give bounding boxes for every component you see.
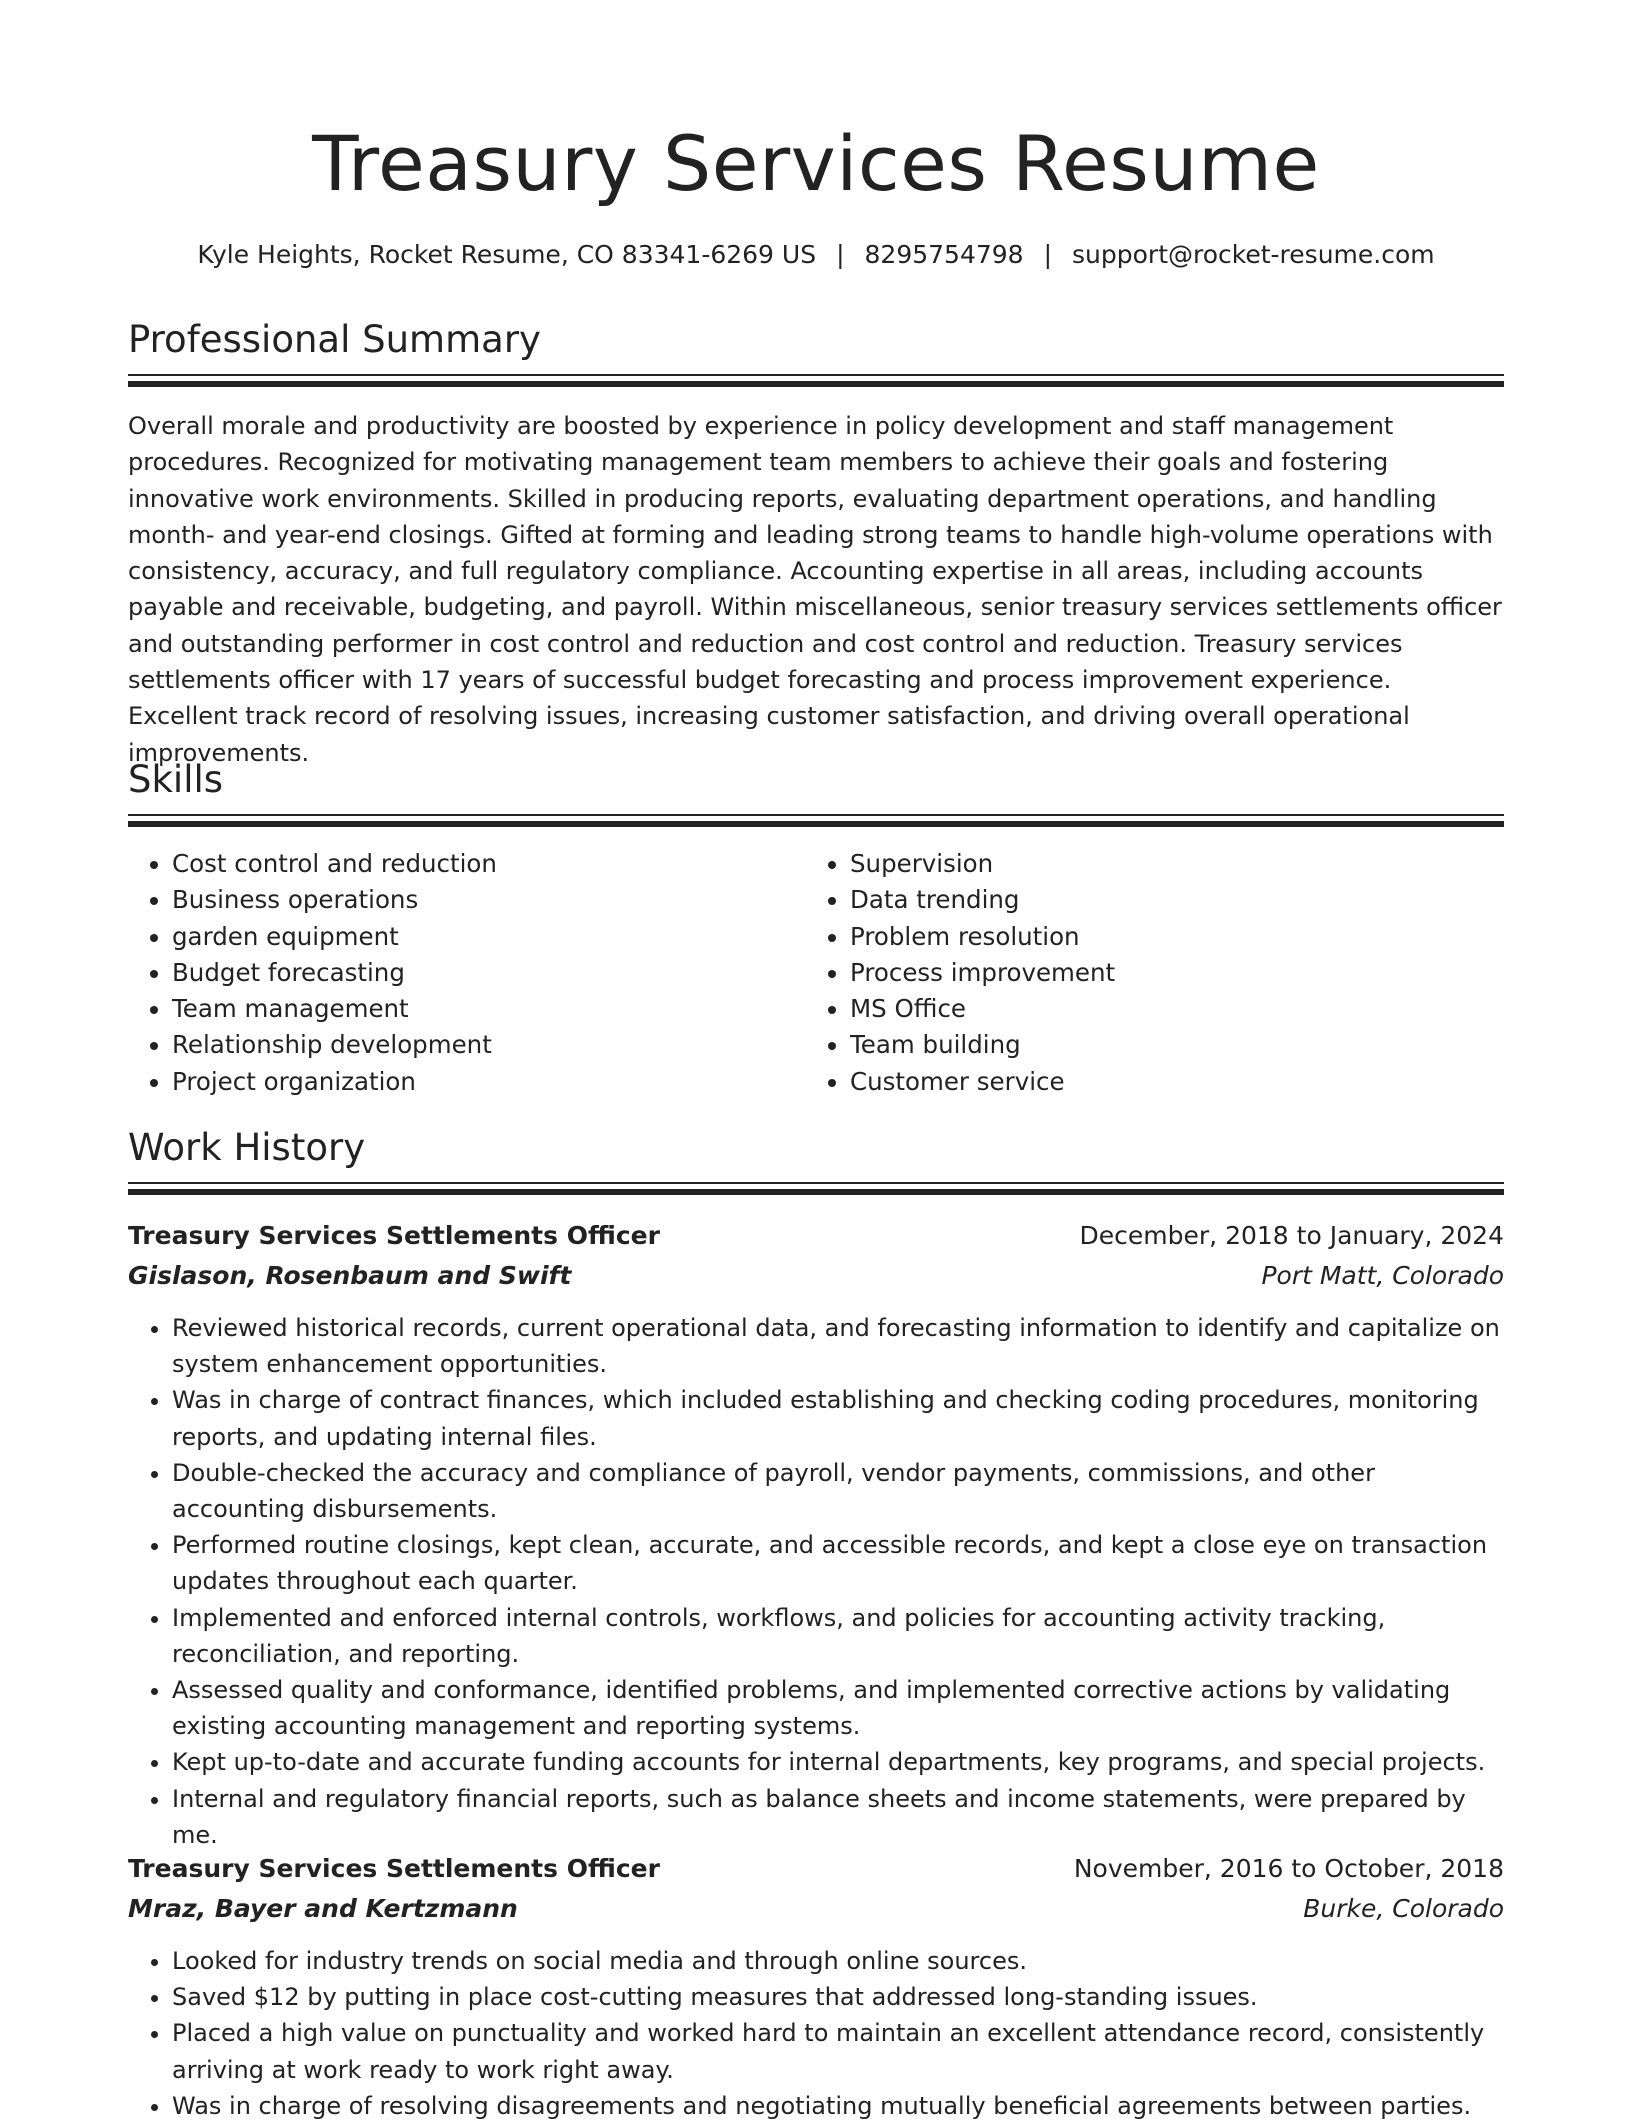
skills-list [128, 846, 1504, 1100]
skills-heading: Skills [128, 758, 224, 801]
list-item: • Was in charge of contract finances, which included establishing and checking coding procedures, monitoring reports, and updating internal files. [172, 1382, 1504, 1454]
divider [128, 1182, 1504, 1184]
list-item: • Internal and regulatory financial reports, such as balance sheets and income statements, were prepared by me. [172, 1781, 1504, 1853]
skill-item: • Relationship development [172, 1027, 806, 1063]
address: Kyle Heights, Rocket Resume, CO 83341-6269 US [197, 240, 817, 269]
separator: | [836, 240, 845, 269]
skill-item: • Team building [850, 1027, 1484, 1063]
skill-item: • Project organization [172, 1064, 806, 1100]
list-item: • Performed routine closings, kept clean, accurate, and accessible records, and kept a close eye on transaction updates throughout each quarter. [172, 1527, 1504, 1599]
list-item: • Was in charge of resolving disagreements and negotiating mutually beneficial agreements between parties. [172, 2088, 1504, 2124]
page-title: Treasury Services Resume [312, 119, 1320, 208]
summary-section-header [128, 318, 1504, 387]
contact-line [128, 240, 1504, 269]
job-subheader [128, 1889, 1504, 1929]
job-company: Gislason, Rosenbaum and Swift [128, 1261, 572, 1290]
skill-item: • Team management [172, 991, 806, 1027]
list-item: • Implemented and enforced internal controls, workflows, and policies for accounting activity tracking, reconciliation, and reporting. [172, 1600, 1504, 1672]
skill-item: • Data trending [850, 882, 1484, 918]
work-heading: Work History [128, 1126, 366, 1169]
skills-column-left [128, 846, 806, 1100]
work-section-header [128, 1126, 1504, 1195]
job-header [128, 1216, 1504, 1256]
skills-section-header [128, 758, 1504, 827]
job-company: Mraz, Bayer and Kertzmann [128, 1894, 518, 1923]
divider [128, 821, 1504, 827]
summary-heading: Professional Summary [128, 318, 541, 361]
skill-item: • Process improvement [850, 955, 1484, 991]
divider [128, 814, 1504, 816]
divider [128, 381, 1504, 387]
skill-item: • Customer service [850, 1064, 1484, 1100]
job-entry [128, 1849, 1504, 2124]
job-header [128, 1849, 1504, 1889]
list-item: • Double-checked the accuracy and compliance of payroll, vendor payments, commissions, and other accounting disbursements. [172, 1455, 1504, 1527]
email-link[interactable]: support@rocket-resume.com [1072, 240, 1435, 269]
divider [128, 374, 1504, 376]
skill-item: • Problem resolution [850, 919, 1484, 955]
skill-item: • Budget forecasting [172, 955, 806, 991]
job-entry [128, 1216, 1504, 1853]
job-title: Treasury Services Settlements Officer [128, 1854, 660, 1883]
job-bullets [128, 1310, 1504, 1853]
job-location: Burke, Colorado [1303, 1894, 1504, 1923]
list-item: • Placed a high value on punctuality and worked hard to maintain an excellent attendance record, consistently arriving at work ready to work right away. [172, 2015, 1504, 2087]
job-location: Port Matt, Colorado [1261, 1261, 1504, 1290]
skill-item: • Business operations [172, 882, 806, 918]
skill-item: • Supervision [850, 846, 1484, 882]
divider [128, 1189, 1504, 1195]
summary-text: Overall morale and productivity are boosted by experience in policy development and staff management procedures. Recognized for motivating management team members to achieve their goals and fostering innovative work environments. Skilled in producing reports, evaluating department operations, and handling month- and year-end closings. Gifted at forming and leading strong teams to handle high-volume operations with consistency, accuracy, and full regulatory compliance. Accounting expertise in all areas, including accounts payable and receivable, budgeting, and payroll. Within miscellaneous, senior treasury services settlements officer and outstanding performer in cost control and reduction and cost control and reduction. Treasury services settlements officer with 17 years of successful budget forecasting and process improvement experience. Excellent track record of resolving issues, increasing customer satisfaction, and driving overall operational improvements. [128, 412, 1502, 767]
job-bullets [128, 1943, 1504, 2124]
skill-item: • garden equipment [172, 919, 806, 955]
list-item: • Looked for industry trends on social media and through online sources. [172, 1943, 1504, 1979]
job-title: Treasury Services Settlements Officer [128, 1221, 660, 1250]
phone: 8295754798 [864, 240, 1024, 269]
separator: | [1043, 240, 1053, 269]
job-subheader [128, 1256, 1504, 1296]
list-item: • Kept up-to-date and accurate funding accounts for internal departments, key programs, and special projects. [172, 1744, 1504, 1780]
list-item: • Reviewed historical records, current operational data, and forecasting information to identify and capitalize on system enhancement opportunities. [172, 1310, 1504, 1382]
skill-item: • Cost control and reduction [172, 846, 806, 882]
skill-item: • MS Office [850, 991, 1484, 1027]
job-dates: December, 2018 to January, 2024 [1079, 1221, 1504, 1250]
list-item: • Saved $12 by putting in place cost-cutting measures that addressed long-standing issues. [172, 1979, 1504, 2015]
skills-column-right [806, 846, 1484, 1100]
list-item: • Assessed quality and conformance, identified problems, and implemented corrective actions by validating existing accounting management and reporting systems. [172, 1672, 1504, 1744]
job-dates: November, 2016 to October, 2018 [1073, 1854, 1504, 1883]
